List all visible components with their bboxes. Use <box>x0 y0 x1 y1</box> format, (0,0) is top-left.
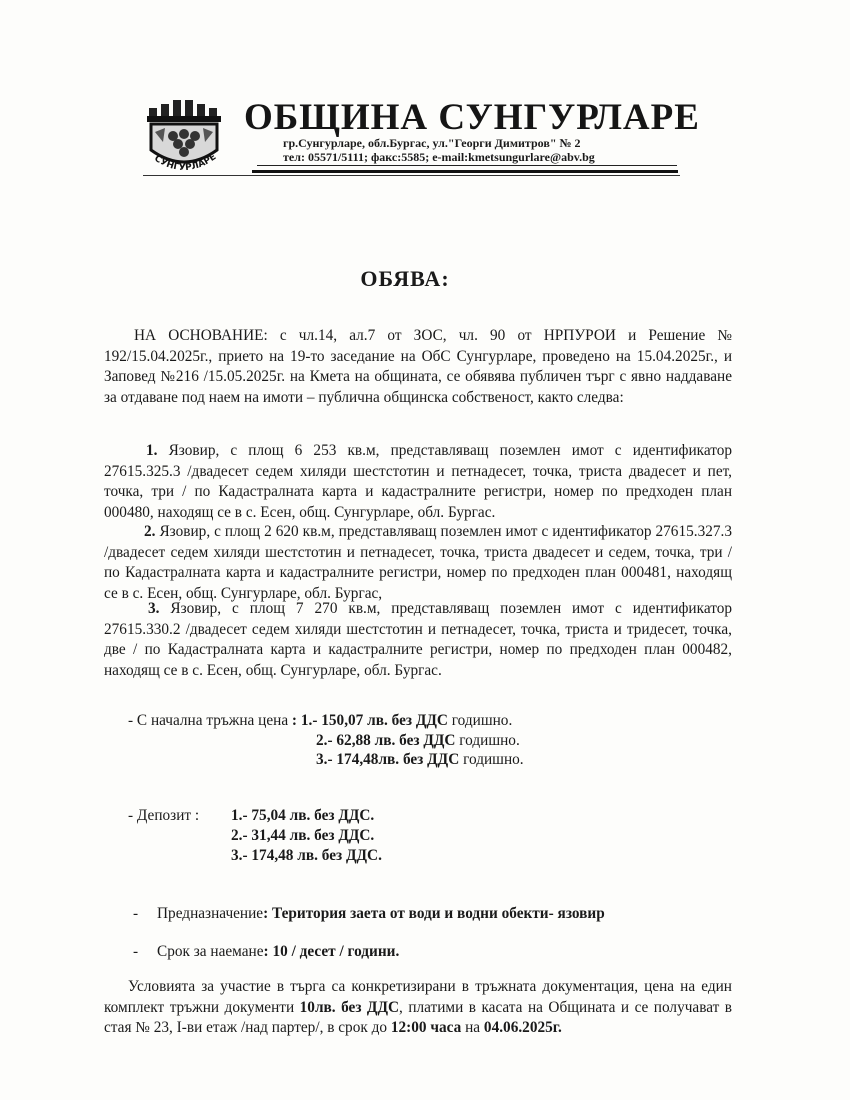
price-period: годишно. <box>455 732 520 749</box>
property-item-2 <box>104 522 732 604</box>
price-line-2 <box>316 731 520 751</box>
price-colon: : <box>288 712 301 729</box>
property-number: 2. <box>144 523 156 540</box>
header-rule-bottom <box>143 175 680 176</box>
property-text: Язовир, с площ 6 253 кв.м, представляващ поземлен имот с идентификатор 27615.325.3 /двадесет седем хиляди шестстотин и петнадесет, точка, триста двадесет и пет, точка, три / по Кадастралната карта и кадастралните регистри, номер по предходен план 000480, находящ се в с. Есен, общ. Сунгурларе, обл. Бургас. <box>104 442 733 521</box>
property-number: 1. <box>146 442 158 459</box>
deposit-value-2: 2.- 31,44 лв. без ДДС. <box>231 827 375 844</box>
intro-text: НА ОСНОВАНИЕ: с чл.14, ал.7 от ЗОС, чл. 90 от НРПУРОИ и Решение № 192/15.04.2025г., прието на 19-то заседание на ОбС Сунгурларе, проведено на 15.04.2025г., и Заповед №216 /15.05.2025г. на Кмета на общината, се обявява публичен търг с явно наддаване за отдаване под наем на имоти – публична общинска собственост, както следва: <box>104 327 732 406</box>
conditions-text-3: на <box>461 1019 484 1036</box>
conditions-deadline-date: 04.06.2025г. <box>483 1019 562 1036</box>
conditions-text-2: , платими в касата на Общината и се получават в стая № 23, І-ви етаж /над партер/, в срок до <box>104 998 732 1036</box>
header-rule-thick <box>252 170 678 173</box>
term-value: : 10 / десет / години. <box>263 943 400 960</box>
conditions-text-1: Условията за участие в търга са конкретизирани в тръжната документация, цена на един комплект тръжни документи <box>104 978 732 1016</box>
conditions-deadline-time: 12:00 часа <box>390 1019 462 1036</box>
term-line <box>157 942 399 962</box>
price-value: 1.- 150,07 лв. без ДДС <box>300 712 448 729</box>
purpose-label: Предназначение <box>157 905 264 922</box>
price-line-1 <box>128 711 512 731</box>
deposit-label: - Депозит : <box>128 807 200 824</box>
crest-text: СУНГУРЛАРЕ <box>152 152 219 174</box>
municipality-address: гр.Сунгурларе, обл.Бургас, ул."Георги Димитров" № 2 <box>283 136 581 150</box>
property-number: 3. <box>148 600 160 617</box>
price-value: 2.- 62,88 лв. без ДДС <box>316 732 456 749</box>
municipality-name: ОБЩИНА СУНГУРЛАРЕ <box>244 97 700 138</box>
term-label: Срок за наемане <box>157 943 264 960</box>
property-text: Язовир, с площ 7 270 кв.м, представляващ поземлен имот с идентификатор 27615.330.2 /двадесет седем хиляди шестстотин и петнадесет, точка, триста и тридесет, точка, две / по Кадастралната карта и кадастралните регистри, номер по предходен план 000482, находящ се в с. Есен, общ. Сунгурларе, обл. Бургас. <box>104 600 732 679</box>
conditions-paragraph <box>104 977 732 1039</box>
property-text: Язовир, с площ 2 620 кв.м, представляващ поземлен имот с идентификатор 27615.327.3 /двадесет седем хиляди шестстотин и петнадесет, точка, триста двадесет и седем, точка, три / по Кадастралната карта и кадастралните регистри, номер по предходен план 000481, находящ се в с. Есен, общ. Сунгурларе, обл. Бургас, <box>104 523 732 602</box>
document-title: ОБЯВА: <box>360 266 450 291</box>
conditions-doc-price: 10лв. без ДДС <box>299 998 400 1016</box>
price-period: годишно. <box>459 751 524 768</box>
deposit-value-1: 1.- 75,04 лв. без ДДС. <box>231 807 375 824</box>
purpose-line <box>157 904 605 924</box>
purpose-value: : Територия заета от води и водни обекти- язовир <box>263 905 605 922</box>
property-item-1 <box>104 441 732 523</box>
price-line-3 <box>316 750 524 770</box>
property-item-3 <box>104 599 732 681</box>
purpose-dash: - <box>133 905 139 922</box>
intro-paragraph <box>104 326 732 408</box>
price-value: 3.- 174,48лв. без ДДС <box>316 751 460 768</box>
header-rule-thin <box>257 165 677 166</box>
municipality-crest-icon <box>143 98 235 174</box>
price-label: - С начална тръжна цена <box>128 712 289 729</box>
price-period: годишно. <box>447 712 513 729</box>
term-dash: - <box>133 943 139 960</box>
deposit-value-3: 3.- 174,48 лв. без ДДС. <box>231 847 382 864</box>
municipality-contacts: тел: 05571/5111; факс:5585; e-mail:kmetsungurlare@abv.bg <box>283 150 595 164</box>
